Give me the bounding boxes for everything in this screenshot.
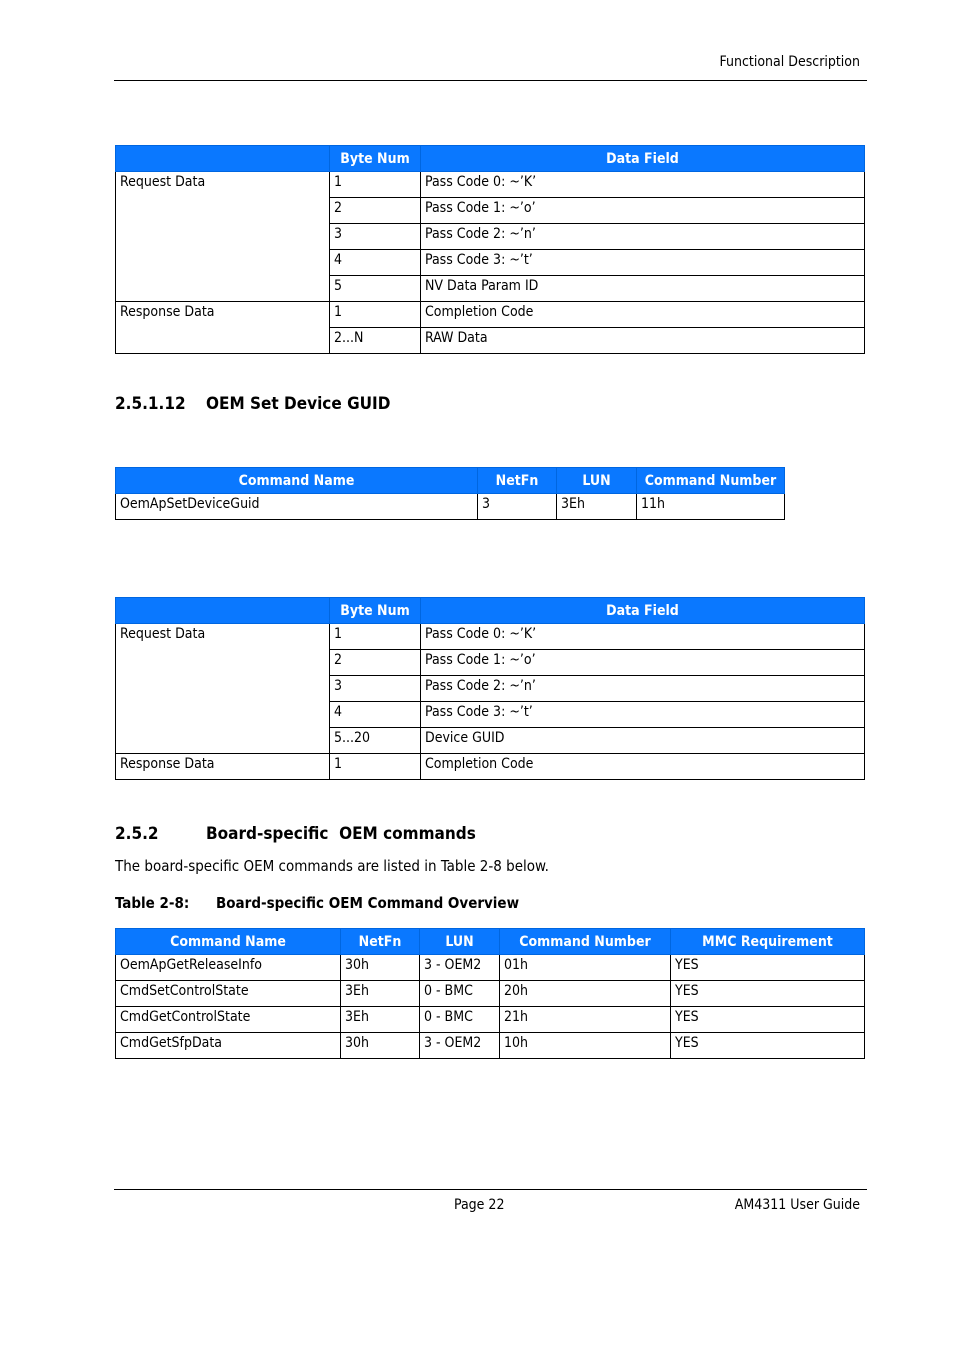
table-header-row: [116, 468, 785, 494]
mmc-requirement-cell: YES: [671, 1033, 865, 1059]
header-cell: [116, 598, 330, 624]
table-header-row: [116, 598, 865, 624]
byte-cell: 2: [330, 650, 421, 676]
header-cell: NetFn: [341, 929, 420, 955]
header-cell: Data Field: [421, 146, 865, 172]
lun-cell: 3Eh: [557, 494, 637, 520]
netfn-cell: 3Eh: [341, 981, 420, 1007]
command-number-cell: 21h: [500, 1007, 671, 1033]
command-name-cell: OemApSetDeviceGuid: [116, 494, 478, 520]
field-cell: Completion Code: [421, 302, 865, 328]
byte-cell: 3: [330, 676, 421, 702]
lun-cell: 0 - BMC: [420, 981, 500, 1007]
byte-cell: 1: [330, 624, 421, 650]
command-name-cell: CmdGetControlState: [116, 1007, 341, 1033]
netfn-cell: 3: [478, 494, 557, 520]
byte-cell: 3: [330, 224, 421, 250]
header-rule: [114, 80, 867, 81]
command-number-cell: 01h: [500, 955, 671, 981]
oem-command-overview-table: [115, 928, 865, 1059]
netfn-cell: 30h: [341, 1033, 420, 1059]
page-number: Page 22: [454, 1197, 505, 1213]
section-heading: [115, 824, 476, 844]
header-cell: Command Name: [116, 929, 341, 955]
table-row: [116, 754, 865, 780]
command-name-cell: CmdGetSfpData: [116, 1033, 341, 1059]
field-cell: Pass Code 0: ~’K’: [421, 624, 865, 650]
table-header-row: [116, 929, 865, 955]
byte-cell: 5...20: [330, 728, 421, 754]
field-cell: Pass Code 2: ~’n’: [421, 224, 865, 250]
header-cell: Byte Num: [330, 598, 421, 624]
running-header: Functional Description: [719, 54, 860, 70]
field-cell: Pass Code 1: ~’o’: [421, 198, 865, 224]
lun-cell: 3 - OEM2: [420, 1033, 500, 1059]
table-row: [116, 1033, 865, 1059]
section-number: 2.5.2: [115, 824, 159, 844]
byte-cell: 2...N: [330, 328, 421, 354]
field-cell: NV Data Param ID: [421, 276, 865, 302]
field-cell: Completion Code: [421, 754, 865, 780]
netfn-cell: 30h: [341, 955, 420, 981]
group-label: Request Data: [116, 172, 330, 302]
group-label: Request Data: [116, 624, 330, 754]
field-cell: Device GUID: [421, 728, 865, 754]
table-row: [116, 1007, 865, 1033]
field-cell: Pass Code 3: ~’t’: [421, 702, 865, 728]
table-row: [116, 494, 785, 520]
byte-cell: 1: [330, 754, 421, 780]
table-caption: [115, 894, 519, 912]
field-cell: Pass Code 2: ~’n’: [421, 676, 865, 702]
group-label: Response Data: [116, 754, 330, 780]
byte-cell: 1: [330, 302, 421, 328]
header-cell: Command Number: [637, 468, 785, 494]
command-number-cell: 11h: [637, 494, 785, 520]
section-title: Board-specific OEM commands: [206, 824, 476, 844]
header-cell: [116, 146, 330, 172]
section-title: OEM Set Device GUID: [206, 394, 391, 414]
field-cell: Pass Code 0: ~’K’: [421, 172, 865, 198]
byte-cell: 5: [330, 276, 421, 302]
set-device-guid-command-table: [115, 467, 785, 520]
command-name-cell: CmdSetControlState: [116, 981, 341, 1007]
header-cell: Data Field: [421, 598, 865, 624]
table-row: [116, 302, 865, 328]
byte-cell: 2: [330, 198, 421, 224]
header-cell: Command Number: [500, 929, 671, 955]
group-label: Response Data: [116, 302, 330, 354]
byte-cell: 4: [330, 702, 421, 728]
mmc-requirement-cell: YES: [671, 955, 865, 981]
device-guid-byte-table: [115, 597, 865, 780]
table-header-row: [116, 146, 865, 172]
nv-data-byte-table: [115, 145, 865, 354]
netfn-cell: 3Eh: [341, 1007, 420, 1033]
lun-cell: 0 - BMC: [420, 1007, 500, 1033]
header-cell: Byte Num: [330, 146, 421, 172]
lun-cell: 3 - OEM2: [420, 955, 500, 981]
caption-number: Table 2-8:: [115, 894, 190, 912]
footer-rule: [114, 1189, 867, 1190]
byte-cell: 1: [330, 172, 421, 198]
table-row: [116, 955, 865, 981]
table-row: [116, 981, 865, 1007]
table-row: [116, 624, 865, 650]
field-cell: RAW Data: [421, 328, 865, 354]
caption-title: Board-specific OEM Command Overview: [216, 894, 520, 912]
table-row: [116, 172, 865, 198]
section-body: The board-specific OEM commands are listed in Table 2-8 below.: [115, 857, 549, 875]
byte-cell: 4: [330, 250, 421, 276]
field-cell: Pass Code 3: ~’t’: [421, 250, 865, 276]
section-heading: [115, 394, 390, 414]
mmc-requirement-cell: YES: [671, 981, 865, 1007]
header-cell: Command Name: [116, 468, 478, 494]
header-cell: MMC Requirement: [671, 929, 865, 955]
header-cell: NetFn: [478, 468, 557, 494]
command-name-cell: OemApGetReleaseInfo: [116, 955, 341, 981]
command-number-cell: 20h: [500, 981, 671, 1007]
section-number: 2.5.1.12: [115, 394, 186, 414]
header-cell: LUN: [557, 468, 637, 494]
mmc-requirement-cell: YES: [671, 1007, 865, 1033]
command-number-cell: 10h: [500, 1033, 671, 1059]
header-cell: LUN: [420, 929, 500, 955]
document-title: AM4311 User Guide: [734, 1197, 860, 1213]
field-cell: Pass Code 1: ~’o’: [421, 650, 865, 676]
